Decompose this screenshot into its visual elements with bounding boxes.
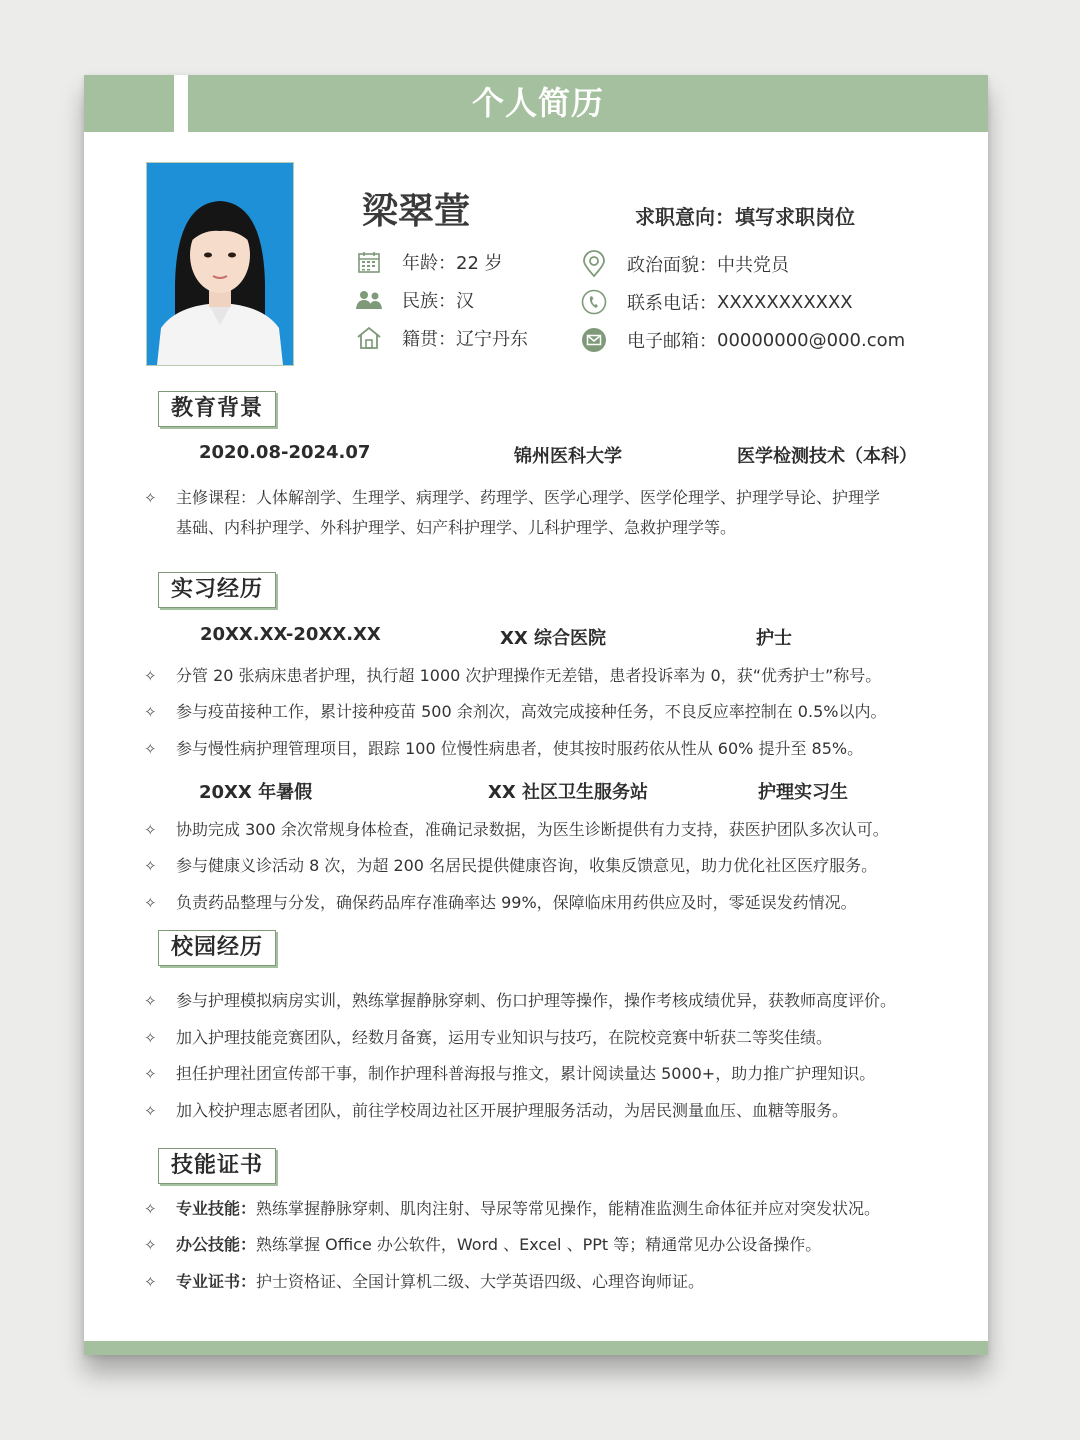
list-item: ✧ 加入校护理志愿者团队，前往学校周边社区开展护理服务活动，为居民测量血压、血糖等服务。 [144,1101,849,1120]
mail-icon [579,325,609,355]
bullet-star-icon: ✧ [144,894,157,912]
info-political: 政治面貌： 中共党员 [579,249,789,279]
bullet-star-icon: ✧ [144,992,157,1010]
list-item: ✧ 专业证书：护士资格证、全国计算机二级、大学英语四级、心理咨询师证。 [144,1272,705,1291]
bullet-star-icon: ✧ [144,489,157,507]
list-item: ✧ 参与护理模拟病房实训，熟练掌握静脉穿刺、伤口护理等操作，操作考核成绩优异，获教师高度评价。 [144,991,897,1010]
list-item: ✧ 办公技能：熟练掌握 Office 办公软件，Word 、Excel 、PPt 等；精通常见办公设备操作。 [144,1235,822,1254]
info-email: 电子邮箱： 00000000@000.com [579,325,905,355]
bullet-star-icon: ✧ [144,1200,157,1218]
info-ethnicity: 民族： 汉 [354,285,474,315]
job-intent: 求职意向：填写求职岗位 [635,205,855,229]
list-item: ✧ 协助完成 300 余次常规身体检查，准确记录数据，为医生诊断提供有力支持，获医护团队多次认可。 [144,820,889,839]
education-school: 锦州医科大学 [514,446,622,467]
home-icon [354,323,384,353]
list-item: ✧ 参与健康义诊活动 8 次，为超 200 名居民提供健康咨询，收集反馈意见，助力优化社区医疗服务。 [144,856,878,875]
info-phone: 联系电话： XXXXXXXXXXX [579,287,853,317]
section-title-skills: 技能证书 [158,1148,276,1184]
info-hometown: 籍贯： 辽宁丹东 [354,323,528,353]
list-item: ✧ 担任护理社团宣传部干事，制作护理科普海报与推文，累计阅读量达 5000+，助力推广护理知识。 [144,1064,876,1083]
education-major: 医学检测技术（本科） [737,446,917,467]
internship-date: 20XX 年暑假 [199,782,313,803]
bullet-star-icon: ✧ [144,667,157,685]
section-title-campus: 校园经历 [158,930,276,966]
list-item: ✧ 加入护理技能竞赛团队，经数月备赛，运用专业知识与技巧，在院校竞赛中斩获二等奖佳绩。 [144,1028,833,1047]
internship-role: 护士 [756,628,792,649]
education-courses: ✧ 主修课程：人体解剖学、生理学、病理学、药理学、医学心理学、医学伦理学、护理学导论、护理学 基础、内科护理学、外科护理学、妇产科护理学、儿科护理学、急救护理学等。 [144,483,934,543]
resume-page [84,75,988,1355]
bullet-star-icon: ✧ [144,1102,157,1120]
bullet-star-icon: ✧ [144,821,157,839]
education-row [84,442,988,468]
bullet-star-icon: ✧ [144,1065,157,1083]
bullet-star-icon: ✧ [144,703,157,721]
profile-photo [146,162,294,366]
list-item: ✧ 专业技能：熟练掌握静脉穿刺、肌肉注射、导尿等常见操作，能精准监测生命体征并应对突发状况。 [144,1199,881,1218]
education-date: 2020.08-2024.07 [199,442,371,463]
people-icon [354,285,384,315]
list-item: ✧ 负责药品整理与分发，确保药品库存准确率达 99%，保障临床用药供应及时，零延误发药情况。 [144,893,857,912]
bullet-star-icon: ✧ [144,1273,157,1291]
calendar-icon [354,247,384,277]
list-item: ✧ 参与疫苗接种工作，累计接种疫苗 500 余剂次，高效完成接种任务，不良反应率控制在 0.5%以内。 [144,702,887,721]
bullet-star-icon: ✧ [144,1236,157,1254]
resume-title: 个人简历 [471,84,604,122]
candidate-name: 梁翠萱 [362,191,471,232]
bullet-star-icon: ✧ [144,1029,157,1047]
internship-date: 20XX.XX-20XX.XX [200,624,381,645]
footer-bar [84,1341,988,1355]
phone-icon [579,287,609,317]
header-bar-left [84,75,174,132]
section-title-education: 教育背景 [158,391,276,427]
internship-row-1 [84,624,988,650]
bullet-star-icon: ✧ [144,740,157,758]
location-pin-icon [579,249,609,279]
internship-org: XX 综合医院 [500,628,607,649]
list-item: ✧ 分管 20 张病床患者护理，执行超 1000 次护理操作无差错，患者投诉率为 0，获“优秀护士”称号。 [144,666,882,685]
list-item: ✧ 参与慢性病护理管理项目，跟踪 100 位慢性病患者，使其按时服药依从性从 60% 提升至 85%。 [144,739,864,758]
bullet-star-icon: ✧ [144,857,157,875]
internship-role: 护理实习生 [758,782,848,803]
section-title-internship: 实习经历 [158,572,276,608]
internship-row-2 [84,778,988,804]
info-age: 年龄： 22 岁 [354,247,503,277]
internship-org: XX 社区卫生服务站 [488,782,649,803]
